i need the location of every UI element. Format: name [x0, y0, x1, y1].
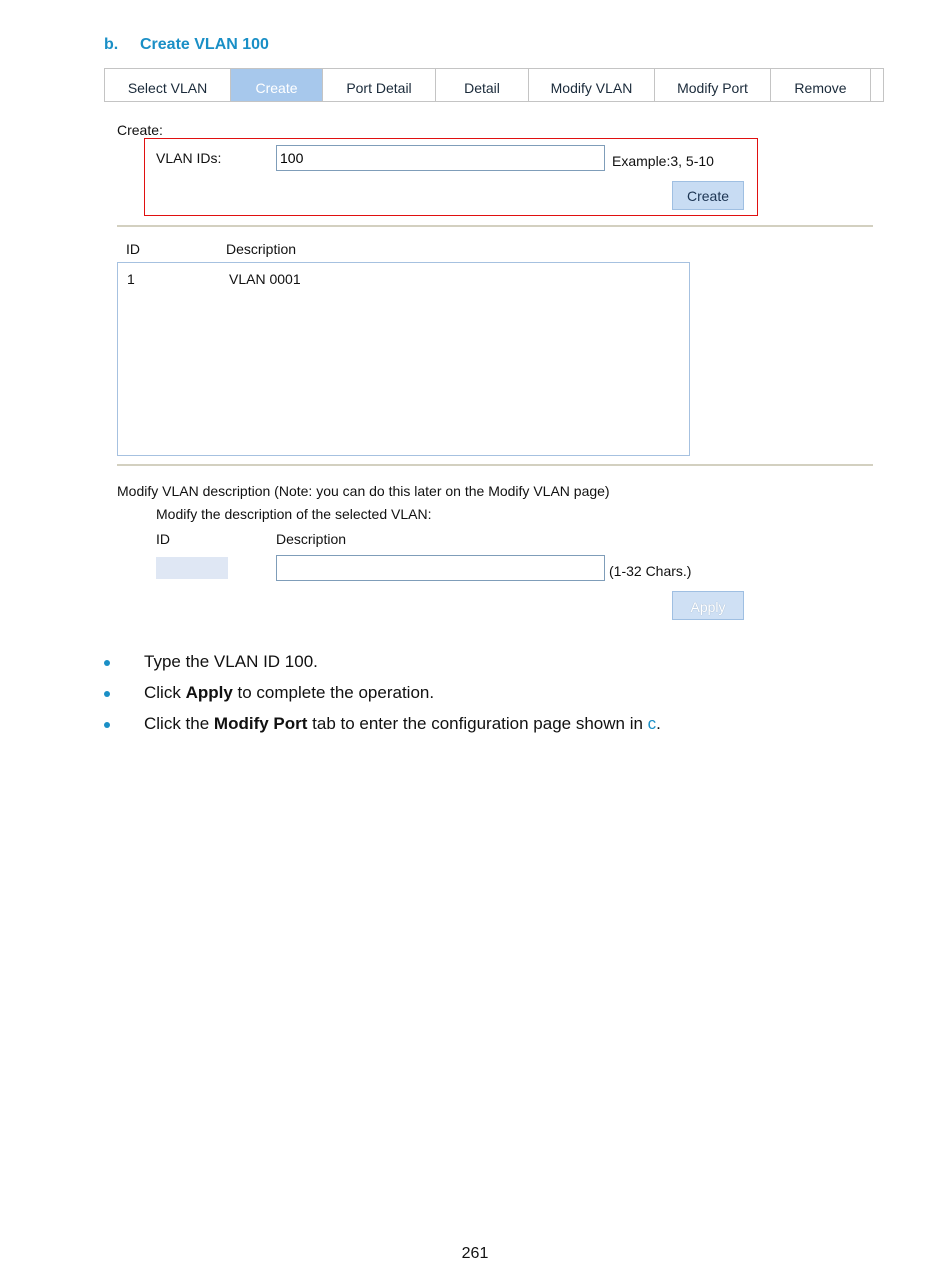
modify-sub-label: Modify the description of the selected VLAN:	[156, 506, 432, 522]
list-col-description: Description	[226, 241, 297, 257]
page-number: 261	[461, 1245, 489, 1262]
section-number: b.	[104, 36, 119, 53]
list-item[interactable]	[118, 269, 689, 289]
selected-vlan-id-field	[156, 557, 228, 579]
step-text: Type the VLAN ID 100.	[144, 652, 318, 671]
tab-modify-port[interactable]: Modify Port	[655, 69, 771, 101]
modify-col-description: Description	[276, 531, 347, 547]
tab-detail[interactable]: Detail	[436, 69, 529, 101]
step-bold: Modify Port	[213, 714, 308, 733]
step-text	[144, 681, 434, 705]
divider-top	[117, 225, 873, 227]
step-text-part: .	[656, 714, 661, 733]
section-heading	[104, 36, 269, 54]
tab-bar	[104, 68, 884, 102]
step-text	[144, 712, 661, 736]
list-item-description: VLAN 0001	[229, 271, 301, 287]
step-bold: Apply	[185, 683, 233, 702]
bullet-icon	[104, 691, 110, 697]
modify-section-label: Modify VLAN description (Note: you can do this later on the Modify VLAN page)	[117, 483, 610, 499]
tab-remove[interactable]: Remove	[771, 69, 871, 101]
section-title: Create VLAN 100	[140, 36, 269, 53]
step-text-part: Click the	[144, 714, 214, 733]
vlan-ids-example: Example:3, 5-10	[612, 153, 714, 169]
apply-button[interactable]: Apply	[672, 591, 744, 620]
tab-select-vlan[interactable]: Select VLAN	[105, 69, 231, 101]
step-text-part: tab to enter the configuration page shown in	[307, 714, 648, 733]
bullet-icon	[104, 660, 110, 666]
vlan-ids-input[interactable]	[276, 145, 605, 171]
tab-modify-vlan[interactable]: Modify VLAN	[529, 69, 655, 101]
tab-port-detail[interactable]: Port Detail	[323, 69, 436, 101]
step-text-part: to complete the operation.	[232, 683, 435, 702]
vlan-list[interactable]	[117, 262, 690, 456]
bullet-icon	[104, 722, 110, 728]
divider-bottom	[117, 464, 873, 466]
step-text-part: Click	[144, 683, 186, 702]
modify-col-id: ID	[156, 531, 170, 547]
create-button[interactable]: Create	[672, 181, 744, 210]
list-col-id: ID	[126, 241, 140, 257]
description-input[interactable]	[276, 555, 605, 581]
section-link[interactable]: c	[647, 714, 657, 733]
vlan-ids-label: VLAN IDs:	[156, 150, 222, 166]
create-section-label: Create:	[117, 122, 163, 138]
chars-hint: (1-32 Chars.)	[609, 563, 692, 579]
list-item-id: 1	[127, 271, 135, 287]
tab-create[interactable]: Create	[231, 69, 323, 101]
